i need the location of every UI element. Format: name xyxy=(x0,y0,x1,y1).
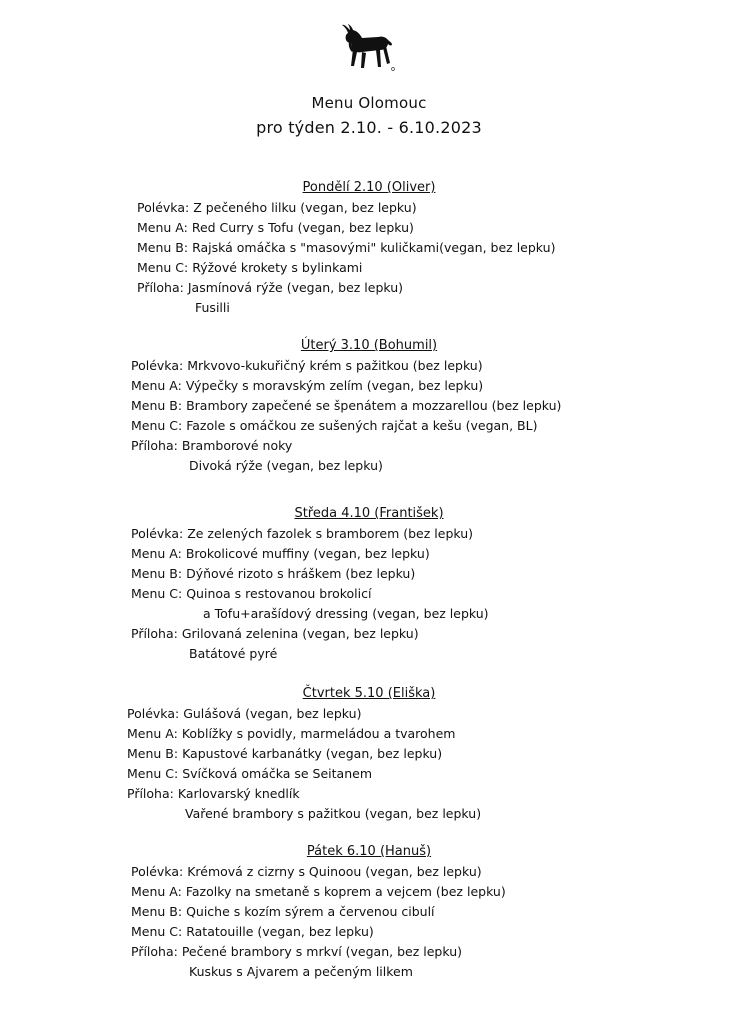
row-text: Ratatouille (vegan, bez lepku) xyxy=(186,924,374,939)
row-text: Krémová z cizrny s Quinoou (vegan, bez lepku) xyxy=(187,864,482,879)
menu-row-c xyxy=(137,258,738,278)
row-label: Menu B: xyxy=(137,240,189,255)
menu-row-a xyxy=(131,376,738,396)
menu-row-a xyxy=(131,882,738,902)
menu-row-side xyxy=(137,278,738,298)
row-label: Menu C: xyxy=(131,586,183,601)
row-text: Quinoa s restovanou brokolicí xyxy=(186,586,372,601)
goat-logo-icon xyxy=(340,22,398,78)
day-section-tuesday xyxy=(0,336,738,476)
day-heading: Pátek 6.10 (Hanuš) xyxy=(306,844,432,859)
row-label: Polévka: xyxy=(131,526,184,541)
row-label: Menu A: xyxy=(127,726,178,741)
row-text: Gulášová (vegan, bez lepku) xyxy=(183,706,362,721)
menu-row-soup xyxy=(127,704,738,724)
day-section-friday xyxy=(0,842,738,982)
row-text: Fazole s omáčkou ze sušených rajčat a kešu (vegan, BL) xyxy=(186,418,538,433)
menu-row-c-continued: a Tofu+arašídový dressing (vegan, bez lepku) xyxy=(203,606,489,621)
menu-row-b xyxy=(131,902,738,922)
menu-row-side xyxy=(131,624,738,644)
menu-row-soup xyxy=(137,198,738,218)
row-label: Menu B: xyxy=(127,746,179,761)
menu-week-range: pro týden 2.10. - 6.10.2023 xyxy=(256,118,482,137)
menu-row-c xyxy=(131,584,738,604)
row-label: Menu A: xyxy=(131,546,182,561)
row-label: Příloha: xyxy=(131,626,178,641)
row-text: Koblížky s povidly, marmeládou a tvarohem xyxy=(181,726,456,741)
row-text: Z pečeného lilku (vegan, bez lepku) xyxy=(193,200,417,215)
row-label: Menu C: xyxy=(131,418,183,433)
row-text: Grilovaná zelenina (vegan, bez lepku) xyxy=(181,626,419,641)
row-text: Jasmínová rýže (vegan, bez lepku) xyxy=(187,280,404,295)
menu-row-b xyxy=(137,238,738,258)
row-text: Pečené brambory s mrkví (vegan, bez lepku) xyxy=(181,944,463,959)
day-heading: Úterý 3.10 (Bohumil) xyxy=(300,338,438,353)
menu-row-c xyxy=(131,416,738,436)
row-text: Karlovarský knedlík xyxy=(177,786,300,801)
row-text: Výpečky s moravským zelím (vegan, bez lepku) xyxy=(185,378,484,393)
side-dish-extra: Batátové pyré xyxy=(189,646,278,661)
row-label: Polévka: xyxy=(131,864,184,879)
row-label: Menu A: xyxy=(137,220,188,235)
menu-title: Menu Olomouc xyxy=(311,94,427,112)
row-label: Menu A: xyxy=(131,884,182,899)
row-label: Příloha: xyxy=(131,438,178,453)
row-label: Příloha: xyxy=(137,280,184,295)
side-dish-extra: Fusilli xyxy=(195,300,230,315)
row-label: Příloha: xyxy=(131,944,178,959)
menu-row-soup xyxy=(131,862,738,882)
row-label: Polévka: xyxy=(137,200,190,215)
row-text: Bramborové noky xyxy=(181,438,293,453)
row-text: Brokolicové muffiny (vegan, bez lepku) xyxy=(185,546,430,561)
row-text: Fazolky na smetaně s koprem a vejcem (bez lepku) xyxy=(185,884,506,899)
row-label: Příloha: xyxy=(127,786,174,801)
day-section-thursday xyxy=(0,684,738,824)
side-dish-extra: Kuskus s Ajvarem a pečeným lilkem xyxy=(189,964,413,979)
row-text: Ze zelených fazolek s bramborem (bez lepku) xyxy=(187,526,474,541)
day-section-wednesday xyxy=(0,504,738,664)
menu-row-side xyxy=(127,784,738,804)
menu-row-side xyxy=(131,942,738,962)
row-text: Svíčková omáčka se Seitanem xyxy=(182,766,373,781)
row-text: Rýžové krokety s bylinkami xyxy=(192,260,363,275)
day-section-monday xyxy=(0,178,738,318)
menu-row-b xyxy=(131,564,738,584)
menu-row-a xyxy=(131,544,738,564)
row-text: Kapustové karbanátky (vegan, bez lepku) xyxy=(182,746,443,761)
row-text: Dýňové rizoto s hráškem (bez lepku) xyxy=(186,566,416,581)
row-label: Menu B: xyxy=(131,566,183,581)
menu-row-side xyxy=(131,436,738,456)
menu-row-b xyxy=(131,396,738,416)
row-label: Menu C: xyxy=(137,260,189,275)
row-text: Brambory zapečené se špenátem a mozzarellou (bez lepku) xyxy=(186,398,562,413)
row-label: Menu C: xyxy=(127,766,179,781)
menu-row-c xyxy=(131,922,738,942)
row-text: Quiche s kozím sýrem a červenou cibulí xyxy=(186,904,435,919)
row-label: Menu C: xyxy=(131,924,183,939)
menu-row-c xyxy=(127,764,738,784)
menu-row-soup xyxy=(131,524,738,544)
row-text: Rajská omáčka s "masovými" kuličkami(vegan, bez lepku) xyxy=(192,240,556,255)
row-label: Polévka: xyxy=(131,358,184,373)
day-heading: Středa 4.10 (František) xyxy=(294,506,444,521)
side-dish-extra: Divoká rýže (vegan, bez lepku) xyxy=(189,458,383,473)
row-label: Menu A: xyxy=(131,378,182,393)
menu-row-soup xyxy=(131,356,738,376)
menu-row-b xyxy=(127,744,738,764)
menu-row-a xyxy=(127,724,738,744)
row-text: Mrkvovo-kukuřičný krém s pažitkou (bez lepku) xyxy=(187,358,483,373)
menu-row-a xyxy=(137,218,738,238)
row-label: Menu B: xyxy=(131,398,183,413)
side-dish-extra: Vařené brambory s pažitkou (vegan, bez lepku) xyxy=(185,806,482,821)
row-label: Menu B: xyxy=(131,904,183,919)
day-heading: Pondělí 2.10 (Oliver) xyxy=(302,180,436,195)
day-heading: Čtvrtek 5.10 (Eliška) xyxy=(302,686,436,701)
row-text: Red Curry s Tofu (vegan, bez lepku) xyxy=(191,220,414,235)
row-label: Polévka: xyxy=(127,706,180,721)
